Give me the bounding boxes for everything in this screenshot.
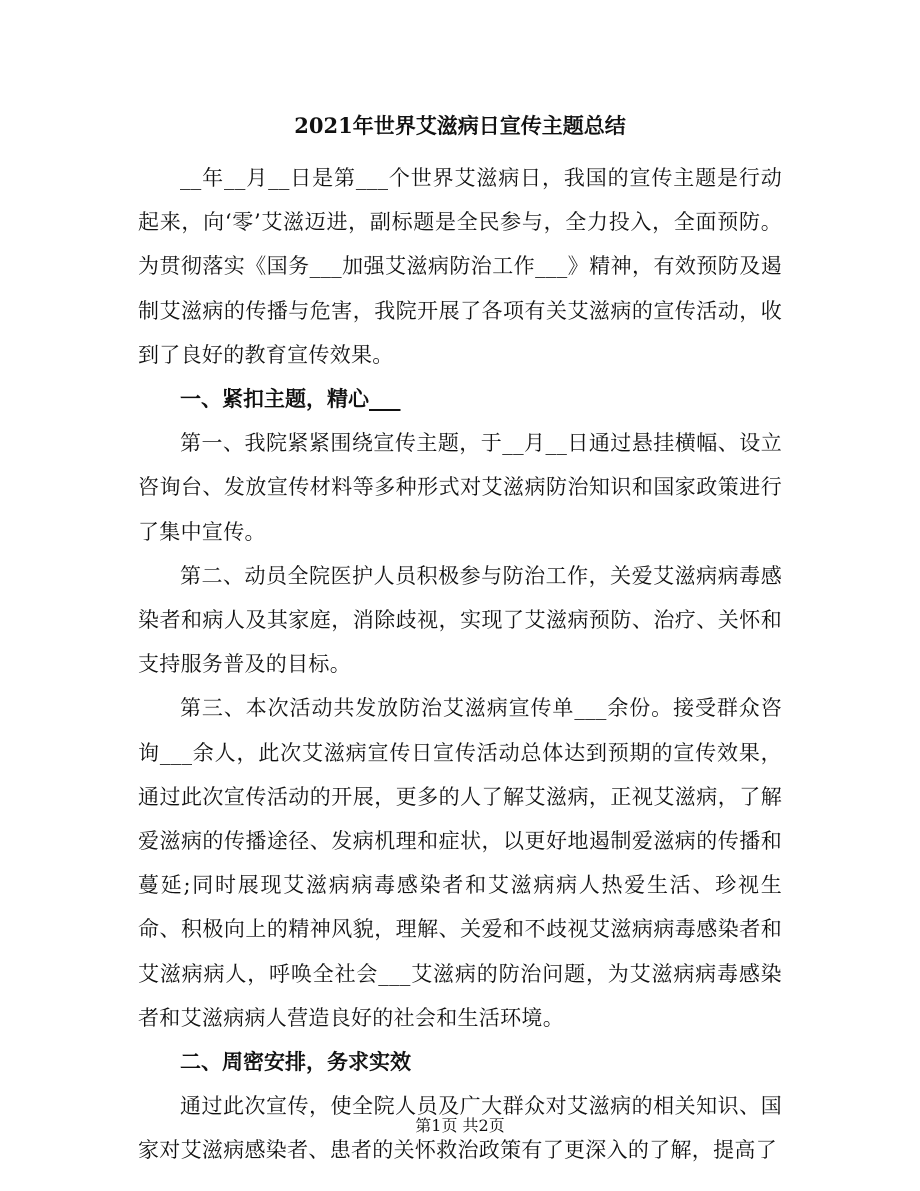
section-heading-two: 二、周密安排，务求实效 bbox=[180, 1049, 411, 1075]
intro-paragraph: __年__月__日是第___个世界艾滋病日，我国的宣传主题是行动起来，向‘零’艾滋迈进，副标题是全民参与，全力投入，全面预防。为贯彻落实《国务___加强艾滋病防治工作___》精神，有效预防及遏制艾滋病的传播与危害，我院开展了各项有关艾滋病的宣传活动，收到了良好的教育宣传效果。 bbox=[138, 166, 782, 367]
paragraph-continuation: 通过此次宣传，使全院人员及广大群众对艾滋病的相关知识、国家对艾滋病感染者、患者的关怀救治政策有了更深入的了解，提高了 bbox=[138, 1094, 782, 1163]
section-heading-one: 一、紧扣主题，精心___ bbox=[180, 386, 401, 412]
paragraph-first-point: 第一、我院紧紧围绕宣传主题，于__月__日通过悬挂横幅、设立咨询台、发放宣传材料等多种形式对艾滋病防治知识和国家政策进行了集中宣传。 bbox=[138, 431, 782, 544]
document-title: 2021年世界艾滋病日宣传主题总结 bbox=[294, 113, 626, 138]
paragraph-second-point: 第二、动员全院医护人员积极参与防治工作，关爱艾滋病病毒感染者和病人及其家庭，消除歧视，实现了艾滋病预防、治疗、关怀和支持服务普及的目标。 bbox=[138, 563, 782, 677]
page-footer: 第1页 共2页 bbox=[415, 1116, 505, 1135]
paragraph-third-point: 第三、本次活动共发放防治艾滋病宣传单___余份。接受群众咨询___余人，此次艾滋病宣传日宣传活动总体达到预期的宣传效果，通过此次宣传活动的开展，更多的人了解艾滋病，正视艾滋病，了解爱滋病的传播途径、发病机理和症状，以更好地遏制爱滋病的传播和蔓延;同时展现艾滋病病毒感染者和艾滋病病人热爱生活、珍视生命、积极向上的精神风貌，理解、关爱和不歧视艾滋病病毒感染者和艾滋病病人，呼唤全社会___艾滋病的防治问题，为艾滋病病毒感染者和艾滋病病人营造良好的社会和生活环境。 bbox=[138, 696, 782, 1030]
